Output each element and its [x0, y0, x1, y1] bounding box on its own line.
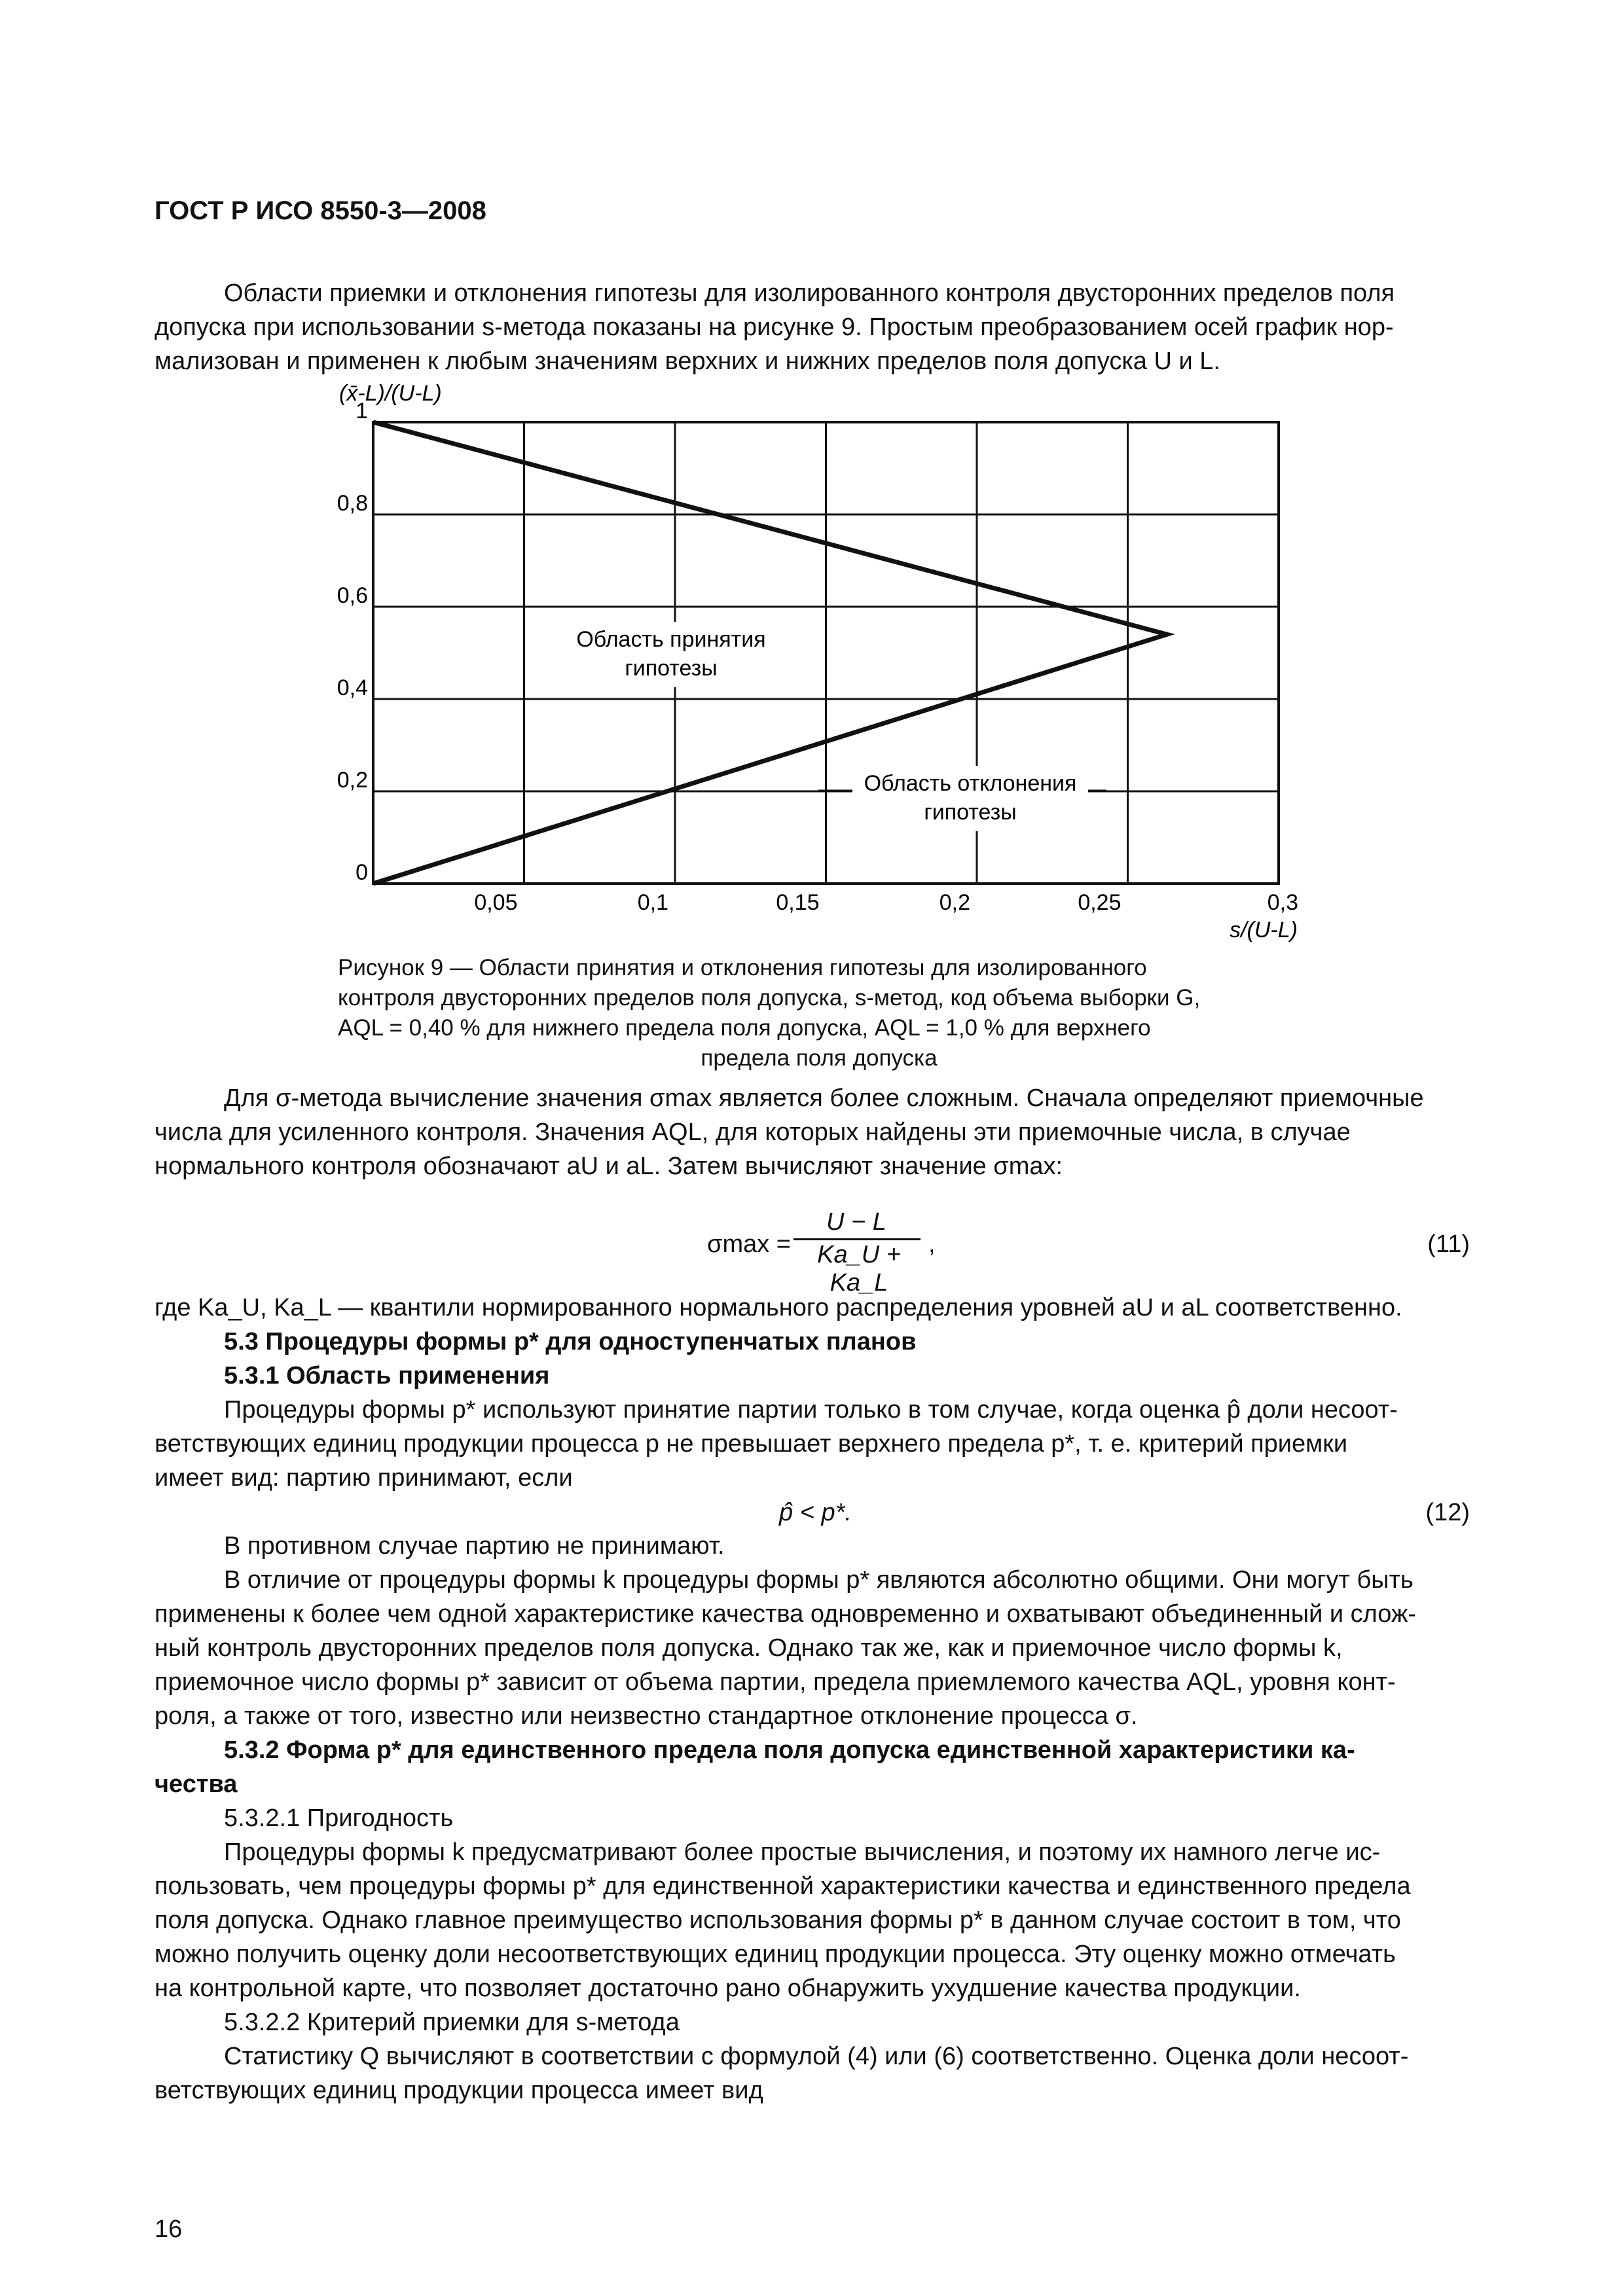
pdiff-line-5: роля, а также от того, известно или неизвестно стандартное отклонение процесса σ.: [155, 1702, 1138, 1730]
intro-line-1: Области приемки и отклонения гипотезы для изолированного контроля двусторонних пределов поля: [224, 279, 1395, 307]
y-tick-label: 0,6: [337, 583, 368, 608]
equation-11-lhs: σmax =: [707, 1230, 791, 1258]
paragraph-difference: [155, 1563, 1470, 1733]
p531-line-2: ветствующих единиц продукции процесса p не превышает верхнего предела p*, т. е. критерий приемки: [155, 1430, 1348, 1458]
x-tick-label: 0,2: [939, 890, 970, 915]
caption-line-1: Рисунок 9 — Области принятия и отклонения гипотезы для изолированного: [338, 955, 1147, 980]
x-tick-label: 0,25: [1078, 890, 1122, 915]
equation-12: p̂ < p*.: [779, 1499, 852, 1526]
heading-5-3-2-2: 5.3.2.2 Критерий приемки для s-метода: [224, 2009, 680, 2036]
pdiff-line-2: применены к более чем одной характеристике качества одновременно и охватывают объединенный и слож-: [155, 1600, 1417, 1628]
y-tick-label: 1: [356, 399, 368, 423]
x-tick-labels: [474, 890, 1298, 915]
sigma-line-2: числа для усиленного контроля. Значения AQL, для которых найдены эти приемочные числа, в случае: [155, 1119, 1351, 1146]
chart-grid: [373, 422, 1279, 884]
reject-label-line-2: гипотезы: [924, 800, 1017, 825]
equation-11-comma: ,: [928, 1230, 936, 1258]
where-line: [155, 1291, 1470, 1325]
intro-line-3: мализован и применен к любым значениям верхних и нижних пределов поля допуска U и L.: [155, 348, 1220, 375]
sigma-line-1: Для σ-метода вычисление значения σmax является более сложным. Сначала определяют приемочные: [224, 1085, 1424, 1112]
page-number: 16: [155, 2215, 183, 2243]
x-tick-label: 0,1: [637, 890, 668, 915]
h532-line-1: 5.3.2 Форма p* для единственного предела поля допуска единственной характеристики ка-: [224, 1736, 1355, 1764]
p5322-line-1: Статистику Q вычисляют в соответствии с формулой (4) или (6) соответственно. Оценка доли несоот-: [224, 2043, 1409, 2070]
y-tick-label: 0,2: [337, 768, 368, 793]
pdiff-line-3: ный контроль двусторонних пределов поля допуска. Однако так же, как и приемочное число формы k,: [155, 1634, 1343, 1662]
y-tick-label: 0,8: [337, 491, 368, 516]
accept-label-line-1: Область принятия: [576, 627, 766, 652]
heading-5-3-2-1: 5.3.2.1 Пригодность: [224, 1804, 454, 1832]
equation-12-number: (12): [1425, 1499, 1470, 1526]
p531-line-1: Процедуры формы p* используют принятие партии только в том случае, когда оценка p̂ доли несоот-: [224, 1396, 1398, 1424]
sigma-line-3: нормального контроля обозначают aU и aL. Затем вычисляют значение σmax:: [155, 1153, 1063, 1180]
x-tick-label: 0,05: [474, 890, 518, 915]
x-axis-label: s/(U-L): [1230, 918, 1298, 942]
p531-line-3: имеет вид: партию принимают, если: [155, 1464, 573, 1492]
accept-label-line-2: гипотезы: [625, 656, 718, 681]
caption-line-3: AQL = 0,40 % для нижнего предела поля допуска, AQL = 1,0 % для верхнего: [338, 1015, 1151, 1041]
p5321-line-1: Процедуры формы k предусматривают более простые вычисления, и поэтому их намного легче ис-: [224, 1839, 1381, 1866]
figure-9-chart: [0, 0, 1623, 969]
paragraph-5-3-1: [155, 1393, 1470, 1495]
p5322-line-2: ветствующих единиц продукции процесса имеет вид: [155, 2077, 763, 2104]
document-header: ГОСТ Р ИСО 8550-3—2008: [155, 196, 486, 225]
sigma-paragraph: [155, 1081, 1470, 1183]
x-tick-label: 0,15: [776, 890, 820, 915]
p5321-line-3: поля допуска. Однако главное преимущество использования формы p* в данном случае состоит в том, что: [155, 1907, 1401, 1934]
x-tick-label: 0,3: [1267, 890, 1298, 915]
pdiff-line-1: В отличие от процедуры формы k процедуры формы p* являются абсолютно общими. Они могут быть: [224, 1566, 1413, 1594]
paragraph-5-3-2-1: [155, 1835, 1470, 2005]
equation-11-number: (11): [1427, 1230, 1470, 1258]
caption-line-4: предела поля допуска: [701, 1045, 938, 1071]
paragraph-5-3-2-2: [155, 2039, 1470, 2108]
heading-5-3-2: [155, 1733, 1470, 1801]
heading-5-3-1: 5.3.1 Область применения: [224, 1362, 550, 1390]
h532-line-2: чества: [155, 1770, 238, 1798]
p5321-line-2: пользовать, чем процедуры формы p* для единственной характеристики качества и единственного предела: [155, 1873, 1411, 1900]
equation-11-numerator: U − L: [826, 1208, 886, 1236]
y-axis-label: (x̄-L)/(U-L): [339, 381, 442, 406]
reject-label-line-1: Область отклонения: [864, 771, 1077, 796]
p5321-line-4: можно получить оценку доли несоответствующих единиц продукции процесса. Эту оценку можно отмечать: [155, 1941, 1396, 1968]
equation-11-denominator: Ka_U + Ka_L: [817, 1241, 901, 1297]
fraction-bar: [793, 1238, 921, 1240]
heading-5-3: 5.3 Процедуры формы p* для одноступенчатых планов: [224, 1328, 917, 1355]
p5321-line-5: на контрольной карте, что позволяет достаточно рано обнаружить ухудшение качества продукции.: [155, 1975, 1301, 2002]
paragraph-else: В противном случае партию не принимают.: [224, 1532, 725, 1560]
caption-line-2: контроля двусторонних пределов поля допуска, s-метод, код объема выборки G,: [338, 985, 1201, 1011]
y-tick-label: 0: [356, 860, 368, 885]
y-tick-labels: [337, 399, 368, 885]
y-tick-label: 0,4: [337, 675, 368, 700]
intro-line-2: допуска при использовании s-метода показаны на рисунке 9. Простым преобразованием осей график нор-: [155, 314, 1394, 341]
figure-caption: [338, 953, 1300, 1073]
where-text: где Ka_U, Ka_L — квантили нормированного нормального распределения уровней aU и aL соответственно.: [155, 1294, 1402, 1321]
pdiff-line-4: приемочное число формы p* зависит от объема партии, предела приемлемого качества AQL, уровня конт-: [155, 1668, 1396, 1696]
